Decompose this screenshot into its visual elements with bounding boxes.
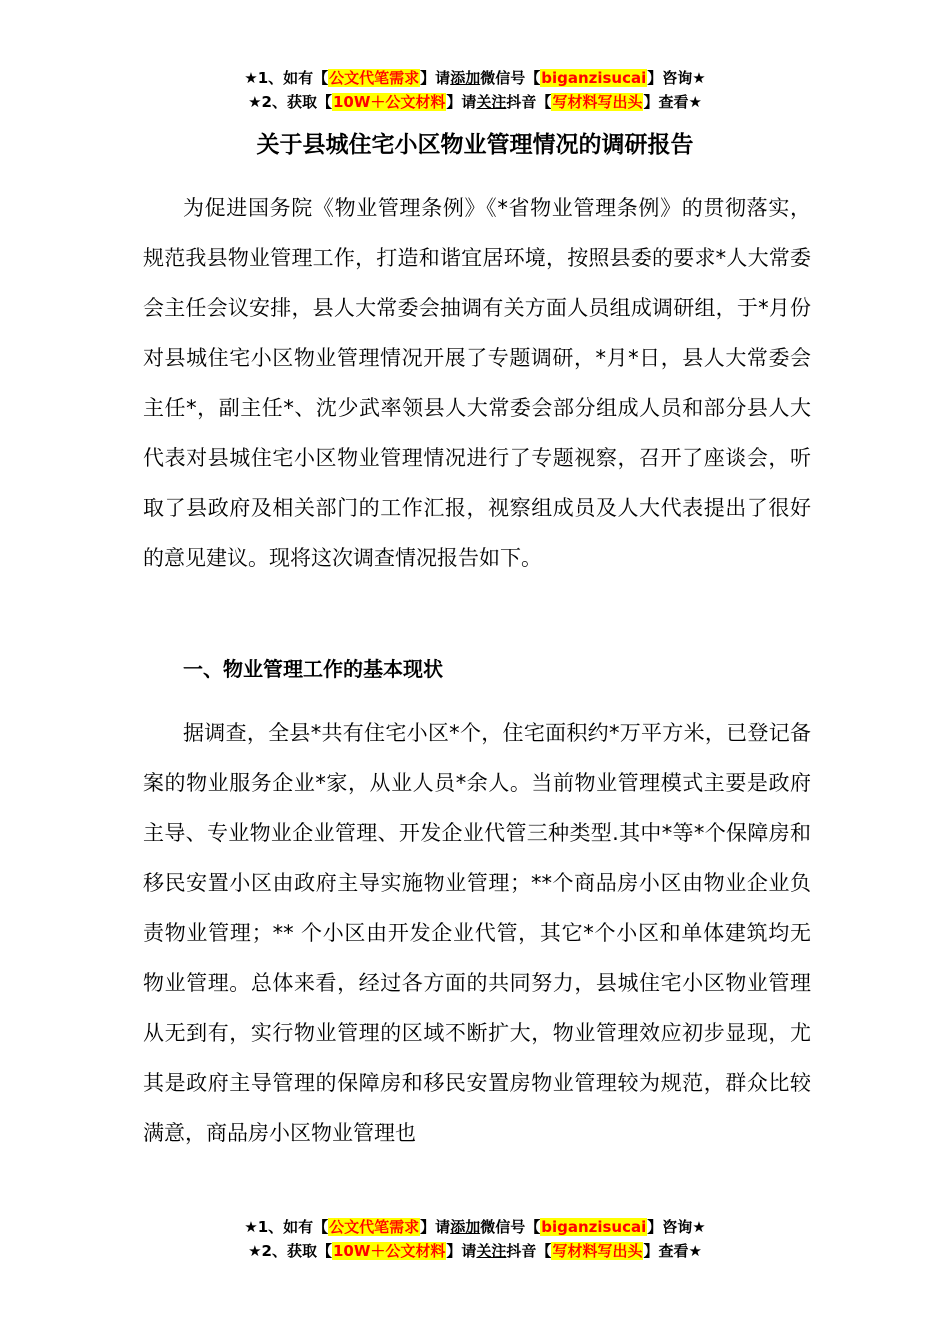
- bottom-banner: [0, 1215, 950, 1263]
- banner-text: ★1、如有【: [244, 69, 329, 87]
- banner-text: 】请: [420, 1218, 451, 1236]
- banner-line-2: [0, 90, 950, 114]
- section-heading-1: 一、物业管理工作的基本现状: [183, 657, 443, 681]
- banner-emphasis: 添加: [450, 1218, 481, 1236]
- banner-text: 】请: [446, 1242, 477, 1260]
- banner-text: 微信号【: [480, 69, 541, 87]
- banner-text: ★2、获取【: [248, 93, 332, 111]
- highlight-materials: 10W＋公文材料: [332, 1242, 446, 1260]
- banner-text: 】咨询★: [647, 69, 706, 87]
- banner-text: 】请: [446, 93, 477, 111]
- banner-text: 】请: [420, 69, 451, 87]
- banner-text: 】查看★: [643, 93, 702, 111]
- highlight-service: 公文代笔需求: [329, 1218, 420, 1236]
- banner-text: ★2、获取【: [248, 1242, 332, 1260]
- highlight-service: 公文代笔需求: [329, 69, 420, 87]
- banner-emphasis: 添加: [450, 69, 481, 87]
- banner-emphasis: 关注: [476, 93, 507, 111]
- banner-text: 】查看★: [643, 1242, 702, 1260]
- highlight-materials: 10W＋公文材料: [332, 93, 446, 111]
- document-body-section1: [143, 708, 811, 1158]
- banner-text: 抖音【: [506, 1242, 552, 1260]
- banner-text: ★1、如有【: [244, 1218, 329, 1236]
- highlight-wechat-id: biganzisucai: [541, 1218, 647, 1236]
- banner-emphasis: 关注: [476, 1242, 507, 1260]
- highlight-douyin-id: 写材料写出头: [552, 93, 643, 111]
- banner-text: 抖音【: [506, 93, 552, 111]
- banner-line-2: [0, 1239, 950, 1263]
- paragraph-status: 据调查，全县*共有住宅小区*个，住宅面积约*万平方米，已登记备案的物业服务企业*家，从业人员*余人。当前物业管理模式主要是政府主导、专业物业企业管理、开发企业代管三种类型.其中*等*个保障房和移民安置小区由政府主导实施物业管理；**个商品房小区由物业企业负责物业管理；** 个小区由开发企业代管，其它*个小区和单体建筑均无物业管理。总体来看，经过各方面的共同努力，县城住宅小区物业管理从无到有，实行物业管理的区域不断扩大，物业管理效应初步显现，尤其是政府主导管理的保障房和移民安置房物业管理较为规范，群众比较满意，商品房小区物业管理也: [143, 721, 811, 1145]
- highlight-douyin-id: 写材料写出头: [552, 1242, 643, 1260]
- banner-text: 微信号【: [480, 1218, 541, 1236]
- paragraph-intro: 为促进国务院《物业管理条例》《*省物业管理条例》的贯彻落实，规范我县物业管理工作，打造和谐宜居环境，按照县委的要求*人大常委会主任会议安排，县人大常委会抽调有关方面人员组成调研组，于*月份对县城住宅小区物业管理情况开展了专题调研，*月*日，县人大常委会主任*，副主任*、沈少武率领县人大常委会部分组成人员和部分县人大代表对县城住宅小区物业管理情况进行了专题视察，召开了座谈会，听取了县政府及相关部门的工作汇报，视察组成员及人大代表提出了很好的意见建议。现将这次调查情况报告如下。: [143, 196, 811, 570]
- document-title: 关于县城住宅小区物业管理情况的调研报告: [256, 132, 694, 158]
- highlight-wechat-id: biganzisucai: [541, 69, 647, 87]
- banner-line-1: [0, 1215, 950, 1239]
- banner-line-1: [0, 66, 950, 90]
- document-body-intro: [143, 183, 811, 583]
- banner-text: 】咨询★: [647, 1218, 706, 1236]
- top-banner: [0, 66, 950, 114]
